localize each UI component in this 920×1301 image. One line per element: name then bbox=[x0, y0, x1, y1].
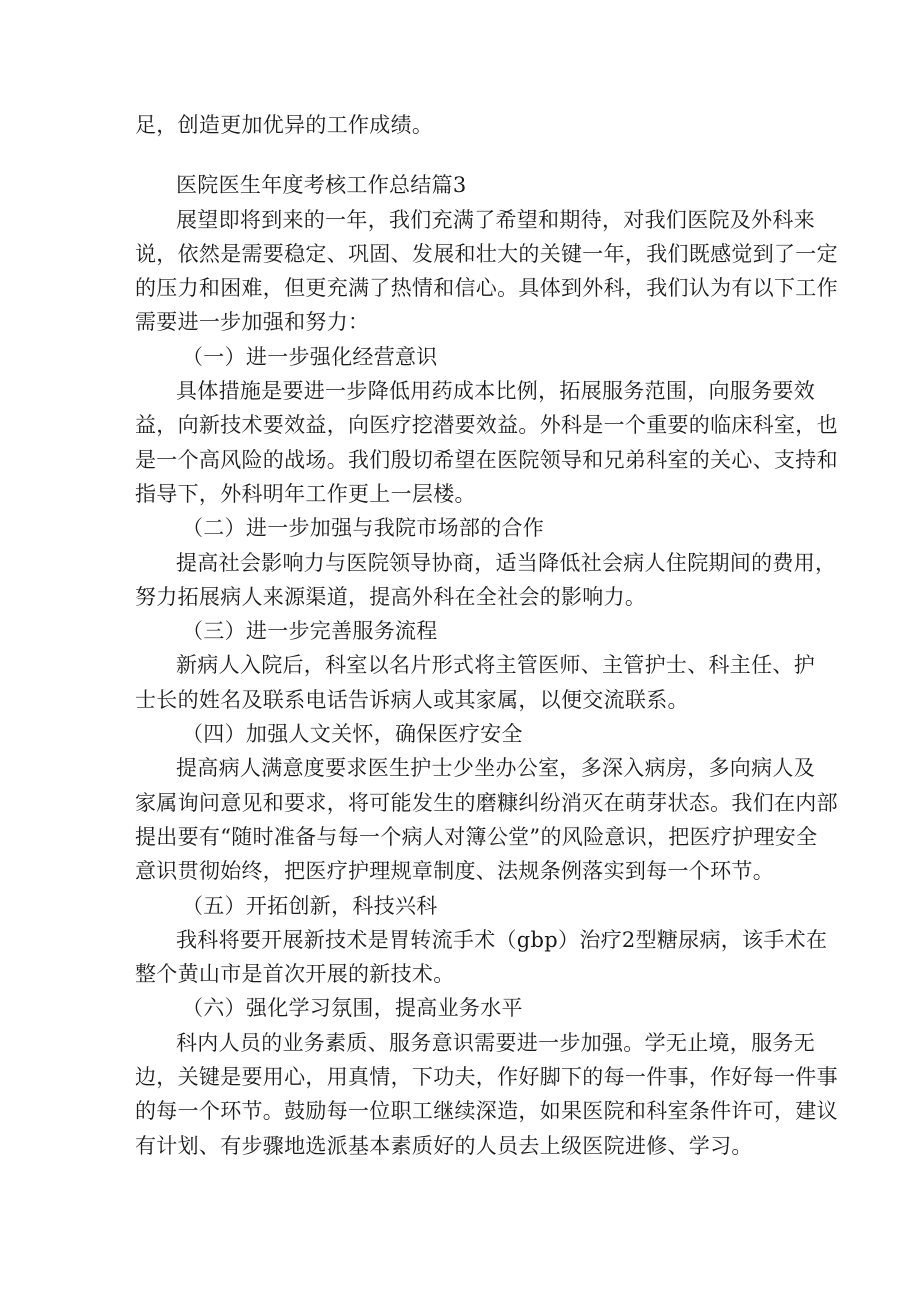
paragraph-line: 提高病人满意度要求医生护士少坐办公室，多深入病房，多向病人及 bbox=[176, 756, 815, 781]
subheading: （三）进一步完善服务流程 bbox=[182, 619, 438, 644]
paragraph-line: 的压力和困难，但更充满了热情和信心。具体到外科，我们认为有以下工作 bbox=[135, 276, 838, 301]
paragraph-line: 指导下，外科明年工作更上一层楼。 bbox=[135, 481, 476, 506]
body-text bbox=[135, 108, 838, 1163]
paragraph-line: 具体措施是要进一步降低用药成本比例，拓展服务范围，向服务要效 bbox=[176, 379, 815, 404]
paragraph-line: 需要进一步加强和努力： bbox=[135, 310, 370, 335]
paragraph-line: 提高社会影响力与医院领导协商，适当降低社会病人住院期间的费用， bbox=[176, 550, 837, 575]
paragraph-line: 家属询问意见和要求，将可能发生的磨糠纠纷消灭在萌芽状态。我们在内部 bbox=[135, 790, 838, 815]
paragraph-line: 有计划、有步骤地选派基本素质好的人员去上级医院进修、学习。 bbox=[135, 1133, 753, 1158]
paragraph-line: 展望即将到来的一年，我们充满了希望和期待，对我们医院及外科来 bbox=[176, 207, 815, 232]
paragraph-line: 足，创造更加优异的工作成绩。 bbox=[135, 113, 434, 137]
subheading: （六）强化学习氛围，提高业务水平 bbox=[182, 996, 523, 1021]
paragraph-line: 努力拓展病人来源渠道，提高外科在全社会的影响力。 bbox=[135, 584, 647, 609]
paragraph-line: 边，关键是要用心，用真情，下功夫，作好脚下的每一件事，作好每一件事 bbox=[135, 1065, 838, 1090]
paragraph-line: 是一个高风险的战场。我们殷切希望在医院领导和兄弟科室的关心、支持和 bbox=[135, 447, 838, 472]
paragraph-line: 整个黄山市是首次开展的新技术。 bbox=[135, 962, 455, 987]
paragraph-line: 说，依然是需要稳定、巩固、发展和壮大的关键一年，我们既感觉到了一定 bbox=[135, 241, 838, 266]
paragraph-line: 新病人入院后，科室以名片形式将主管医师、主管护士、科主任、护 bbox=[176, 653, 815, 678]
paragraph-line: 我科将要开展新技术是胃转流手术（gbp）治疗2型糖尿病，该手术在 bbox=[176, 927, 828, 952]
paragraph-line: 意识贯彻始终，把医疗护理规章制度、法规条例落实到每一个环节。 bbox=[135, 859, 774, 884]
paragraph-line: 益，向新技术要效益，向医疗挖潜要效益。外科是一个重要的临床科室，也 bbox=[135, 413, 838, 438]
paragraph-line: 科内人员的业务素质、服务意识需要进一步加强。学无止境，服务无 bbox=[176, 1030, 815, 1055]
paragraph-line: 士长的姓名及联系电话告诉病人或其家属，以便交流联系。 bbox=[135, 687, 689, 712]
subheading: （四）加强人文关怀，确保医疗安全 bbox=[182, 722, 523, 747]
section-heading: 医院医生年度考核工作总结篇3 bbox=[176, 173, 467, 198]
subheading: （五）开拓创新，科技兴科 bbox=[182, 893, 438, 918]
paragraph-line: 提出要有“随时准备与每一个病人对簿公堂”的风险意识，把医疗护理安全 bbox=[135, 824, 818, 849]
subheading: （二）进一步加强与我院市场部的合作 bbox=[182, 516, 545, 541]
paragraph-line: 的每一个环节。鼓励每一位职工继续深造，如果医院和科室条件许可，建议 bbox=[135, 1099, 838, 1124]
subheading: （一）进一步强化经营意识 bbox=[182, 344, 438, 369]
